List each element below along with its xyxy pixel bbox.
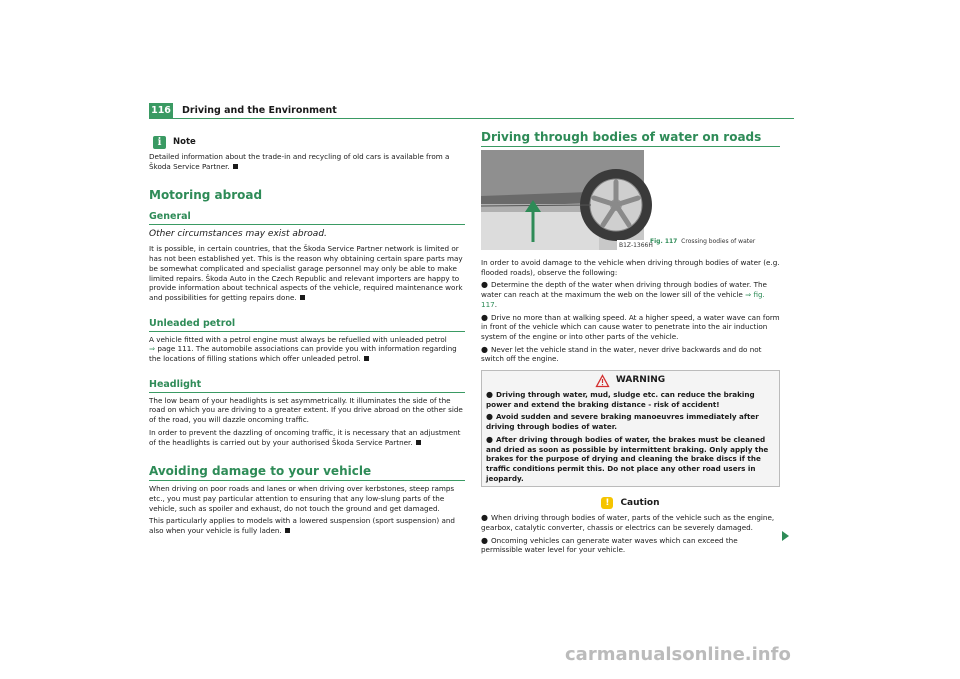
section-title-water: Driving through bodies of water on roads (481, 130, 762, 144)
page-reference-arrow: ⇒ (149, 344, 156, 354)
warning-item: ● Avoid sudden and severe braking manoeuvres immediately after driving through bodies of water. (486, 412, 759, 432)
figure-117 (481, 150, 780, 250)
caution-item: ● Oncoming vehicles can generate water waves which can exceed the permissible water level for your vehicle. (481, 535, 738, 555)
right-column (481, 130, 780, 558)
bullet-icon: ● (486, 412, 493, 422)
page-number: 116 (149, 103, 173, 119)
subsection-unleaded-petrol: Unleaded petrol (149, 317, 236, 329)
end-of-section-mark (285, 528, 290, 533)
bullet-icon: ● (481, 535, 488, 545)
caution-item: ● When driving through bodies of water, parts of the vehicle such as the engine, gearbox, catalytic converter, chassis or electrics can be severely damaged. (481, 513, 775, 533)
warning-item: ● Driving through water, mud, sludge etc. can reduce the braking power and extend the braking distance - risk of accident! (486, 390, 755, 409)
rule (149, 480, 465, 481)
note-heading (149, 136, 465, 149)
rule (481, 146, 780, 147)
end-of-section-mark (233, 164, 238, 169)
figure-image (481, 150, 653, 250)
rule (149, 224, 465, 225)
header-rule (173, 118, 794, 119)
water-bullet-1: ● Determine the depth of the water when driving through bodies of water. The water can reach at the maximum the web on the lower sill of the vehicle ⇒ fig. 117. (481, 280, 767, 309)
avoiding-damage-text-1: When driving on poor roads and lanes or when driving over kerbstones, steep ramps etc., you must pay particular attention to ensuring that any low-slung parts of the vehicle, such as spoiler and exhaust, do not touch the ground and get damaged. (149, 484, 455, 513)
bullet-icon: ● (481, 344, 488, 354)
general-text: It is possible, in certain countries, that the Škoda Service Partner network is limited or has not been established yet. This is the reason why obtaining certain spare parts may be somewhat complicated and specialist garage personnel may only be able to make limited repairs. Škoda Auto in the Czech Republic and relevant importers are happy to provide information about technical aspects of the vehicle, required maintenance work and possibilities for getting repairs done. (149, 244, 463, 302)
continue-arrow-icon (782, 531, 789, 541)
figure-caption: Fig. 117 Crossing bodies of water (650, 238, 756, 245)
bullet-icon: ● (481, 513, 488, 523)
general-subheading: Other circumstances may exist abroad. (149, 229, 327, 240)
water-bullet-3: ● Never let the vehicle stand in the water, never drive backwards and do not switch off the engine. (481, 344, 762, 364)
water-intro: In order to avoid damage to the vehicle when driving through bodies of water (e.g. flooded roads), observe the following: (481, 258, 780, 277)
unleaded-text: A vehicle fitted with a petrol engine must always be refuelled with unleaded petrol ⇒ page 111. The automobile associations can provide you with information regarding the locations of filling stations which offer unleaded petrol. (149, 334, 457, 364)
water-bullet-2: ● Drive no more than at walking speed. At a higher speed, a water wave can form in front of the vehicle which can cause water to penetrate into the air induction system of the engine or into other parts of the vehicle. (481, 312, 780, 341)
rule (149, 392, 465, 393)
subsection-general: General (149, 211, 191, 223)
figure-code: B1Z-1366H (619, 242, 653, 249)
warning-triangle-icon (596, 375, 609, 387)
headlight-text-1: The low beam of your headlights is set asymmetrically. It illuminates the side of the road on which you are driving to a greater extent. If you drive abroad on the other side of the road, you will dazzle oncoming traffic. (149, 395, 463, 425)
caution-label: Caution (620, 497, 660, 508)
bullet-icon: ● (481, 280, 488, 290)
bullet-icon: ● (481, 312, 488, 322)
warning-heading (486, 375, 775, 387)
end-of-section-mark (364, 356, 369, 361)
bullet-icon: ● (486, 390, 493, 400)
caution-heading (481, 497, 780, 509)
warning-label: WARNING (615, 375, 666, 386)
page-header (149, 103, 794, 119)
left-column (149, 136, 465, 539)
headlight-text-2: In order to prevent the dazzling of oncoming traffic, it is necessary that an adjustment of the headlights is carried out by your authorised Škoda Service Partner. (149, 427, 461, 447)
end-of-section-mark (300, 295, 305, 300)
section-title-motoring-abroad: Motoring abroad (149, 188, 263, 203)
avoiding-damage-text-2: This particularly applies to models with a lowered suspension (sport suspension) and also when your vehicle is fully laden. (149, 516, 455, 536)
car-wheel-illustration (481, 150, 653, 250)
chapter-title: Driving and the Environment (182, 105, 337, 116)
warning-item: ● After driving through bodies of water, the brakes must be cleaned and dried as soon as possible by intermittent braking. Only apply the brakes for the purpose of drying and cleaning the brake discs if the traffic conditions permit this. Do not place any other road users in jeopardy. (486, 434, 769, 483)
subsection-headlight: Headlight (149, 378, 202, 390)
rule (149, 331, 465, 332)
end-of-section-mark (416, 440, 421, 445)
section-title-avoiding-damage: Avoiding damage to your vehicle (149, 464, 372, 479)
figure-reference-link[interactable]: ⇒ fig. 117 (481, 290, 765, 309)
info-icon: i (153, 136, 166, 149)
caution-icon: ! (601, 497, 613, 509)
note-text: Detailed information about the trade-in and recycling of old cars is available from a Škoda Service Partner. (149, 152, 450, 171)
note-label: Note (173, 136, 196, 147)
warning-box (481, 370, 780, 487)
bullet-icon: ● (486, 434, 493, 444)
watermark: carmanualsonline.info (565, 644, 791, 665)
